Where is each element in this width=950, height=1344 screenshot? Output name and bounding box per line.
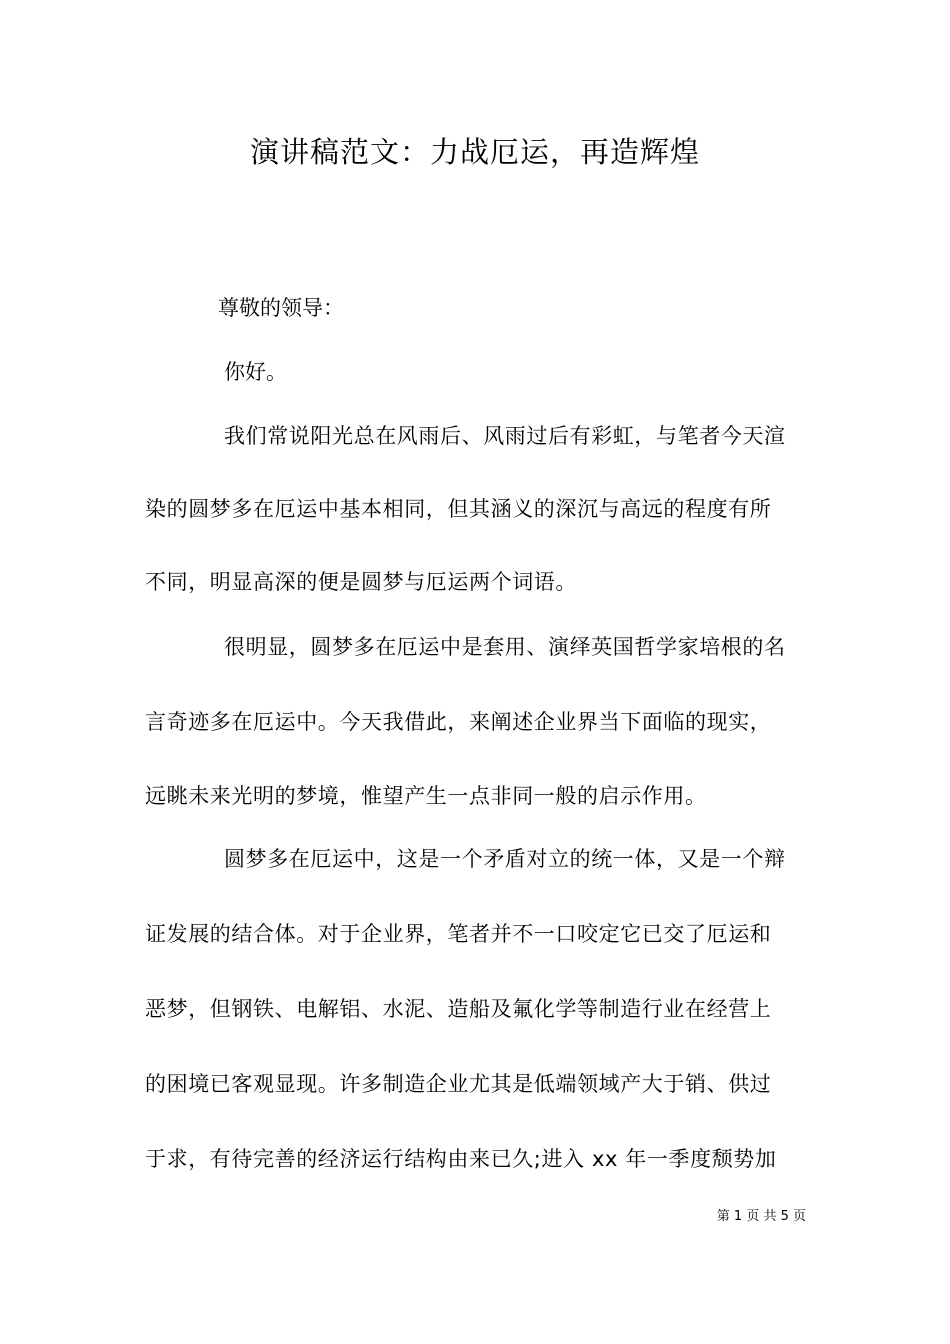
page-number-footer: 第 1 页 共 5 页 <box>716 1209 806 1224</box>
greeting: 你好。 <box>224 360 287 384</box>
paragraph-1-line-3: 不同，明显高深的便是圆梦与厄运两个词语。 <box>145 570 577 594</box>
salutation: 尊敬的领导： <box>218 296 344 320</box>
paragraph-3-line-3: 恶梦，但钢铁、电解铝、水泥、造船及氟化学等制造行业在经营上 <box>145 997 772 1021</box>
paragraph-3-line-5: 于求，有待完善的经济运行结构由来已久;进入 xx 年一季度颓势加 <box>145 1147 777 1171</box>
paragraph-1-line-2: 染的圆梦多在厄运中基本相同，但其涵义的深沉与高远的程度有所 <box>145 497 772 521</box>
paragraph-3-line-4: 的困境已客观显现。许多制造企业尤其是低端领域产大于销、供过 <box>145 1072 772 1096</box>
paragraph-3-line-1: 圆梦多在厄运中，这是一个矛盾对立的统一体，又是一个辩 <box>224 847 786 871</box>
paragraph-2-line-2: 言奇迹多在厄运中。今天我借此，来阐述企业界当下面临的现实， <box>145 710 772 734</box>
document-title: 演讲稿范文：力战厄运，再造辉煌 <box>249 135 700 169</box>
paragraph-3-line-2: 证发展的结合体。对于企业界，笔者并不一口咬定它已交了厄运和 <box>145 922 772 946</box>
paragraph-2-line-3: 远眺未来光明的梦境，惟望产生一点非同一般的启示作用。 <box>145 784 707 808</box>
paragraph-2-line-1: 很明显，圆梦多在厄运中是套用、演绎英国哲学家培根的名 <box>224 635 786 659</box>
paragraph-1-line-1: 我们常说阳光总在风雨后、风雨过后有彩虹，与笔者今天渲 <box>224 424 786 448</box>
